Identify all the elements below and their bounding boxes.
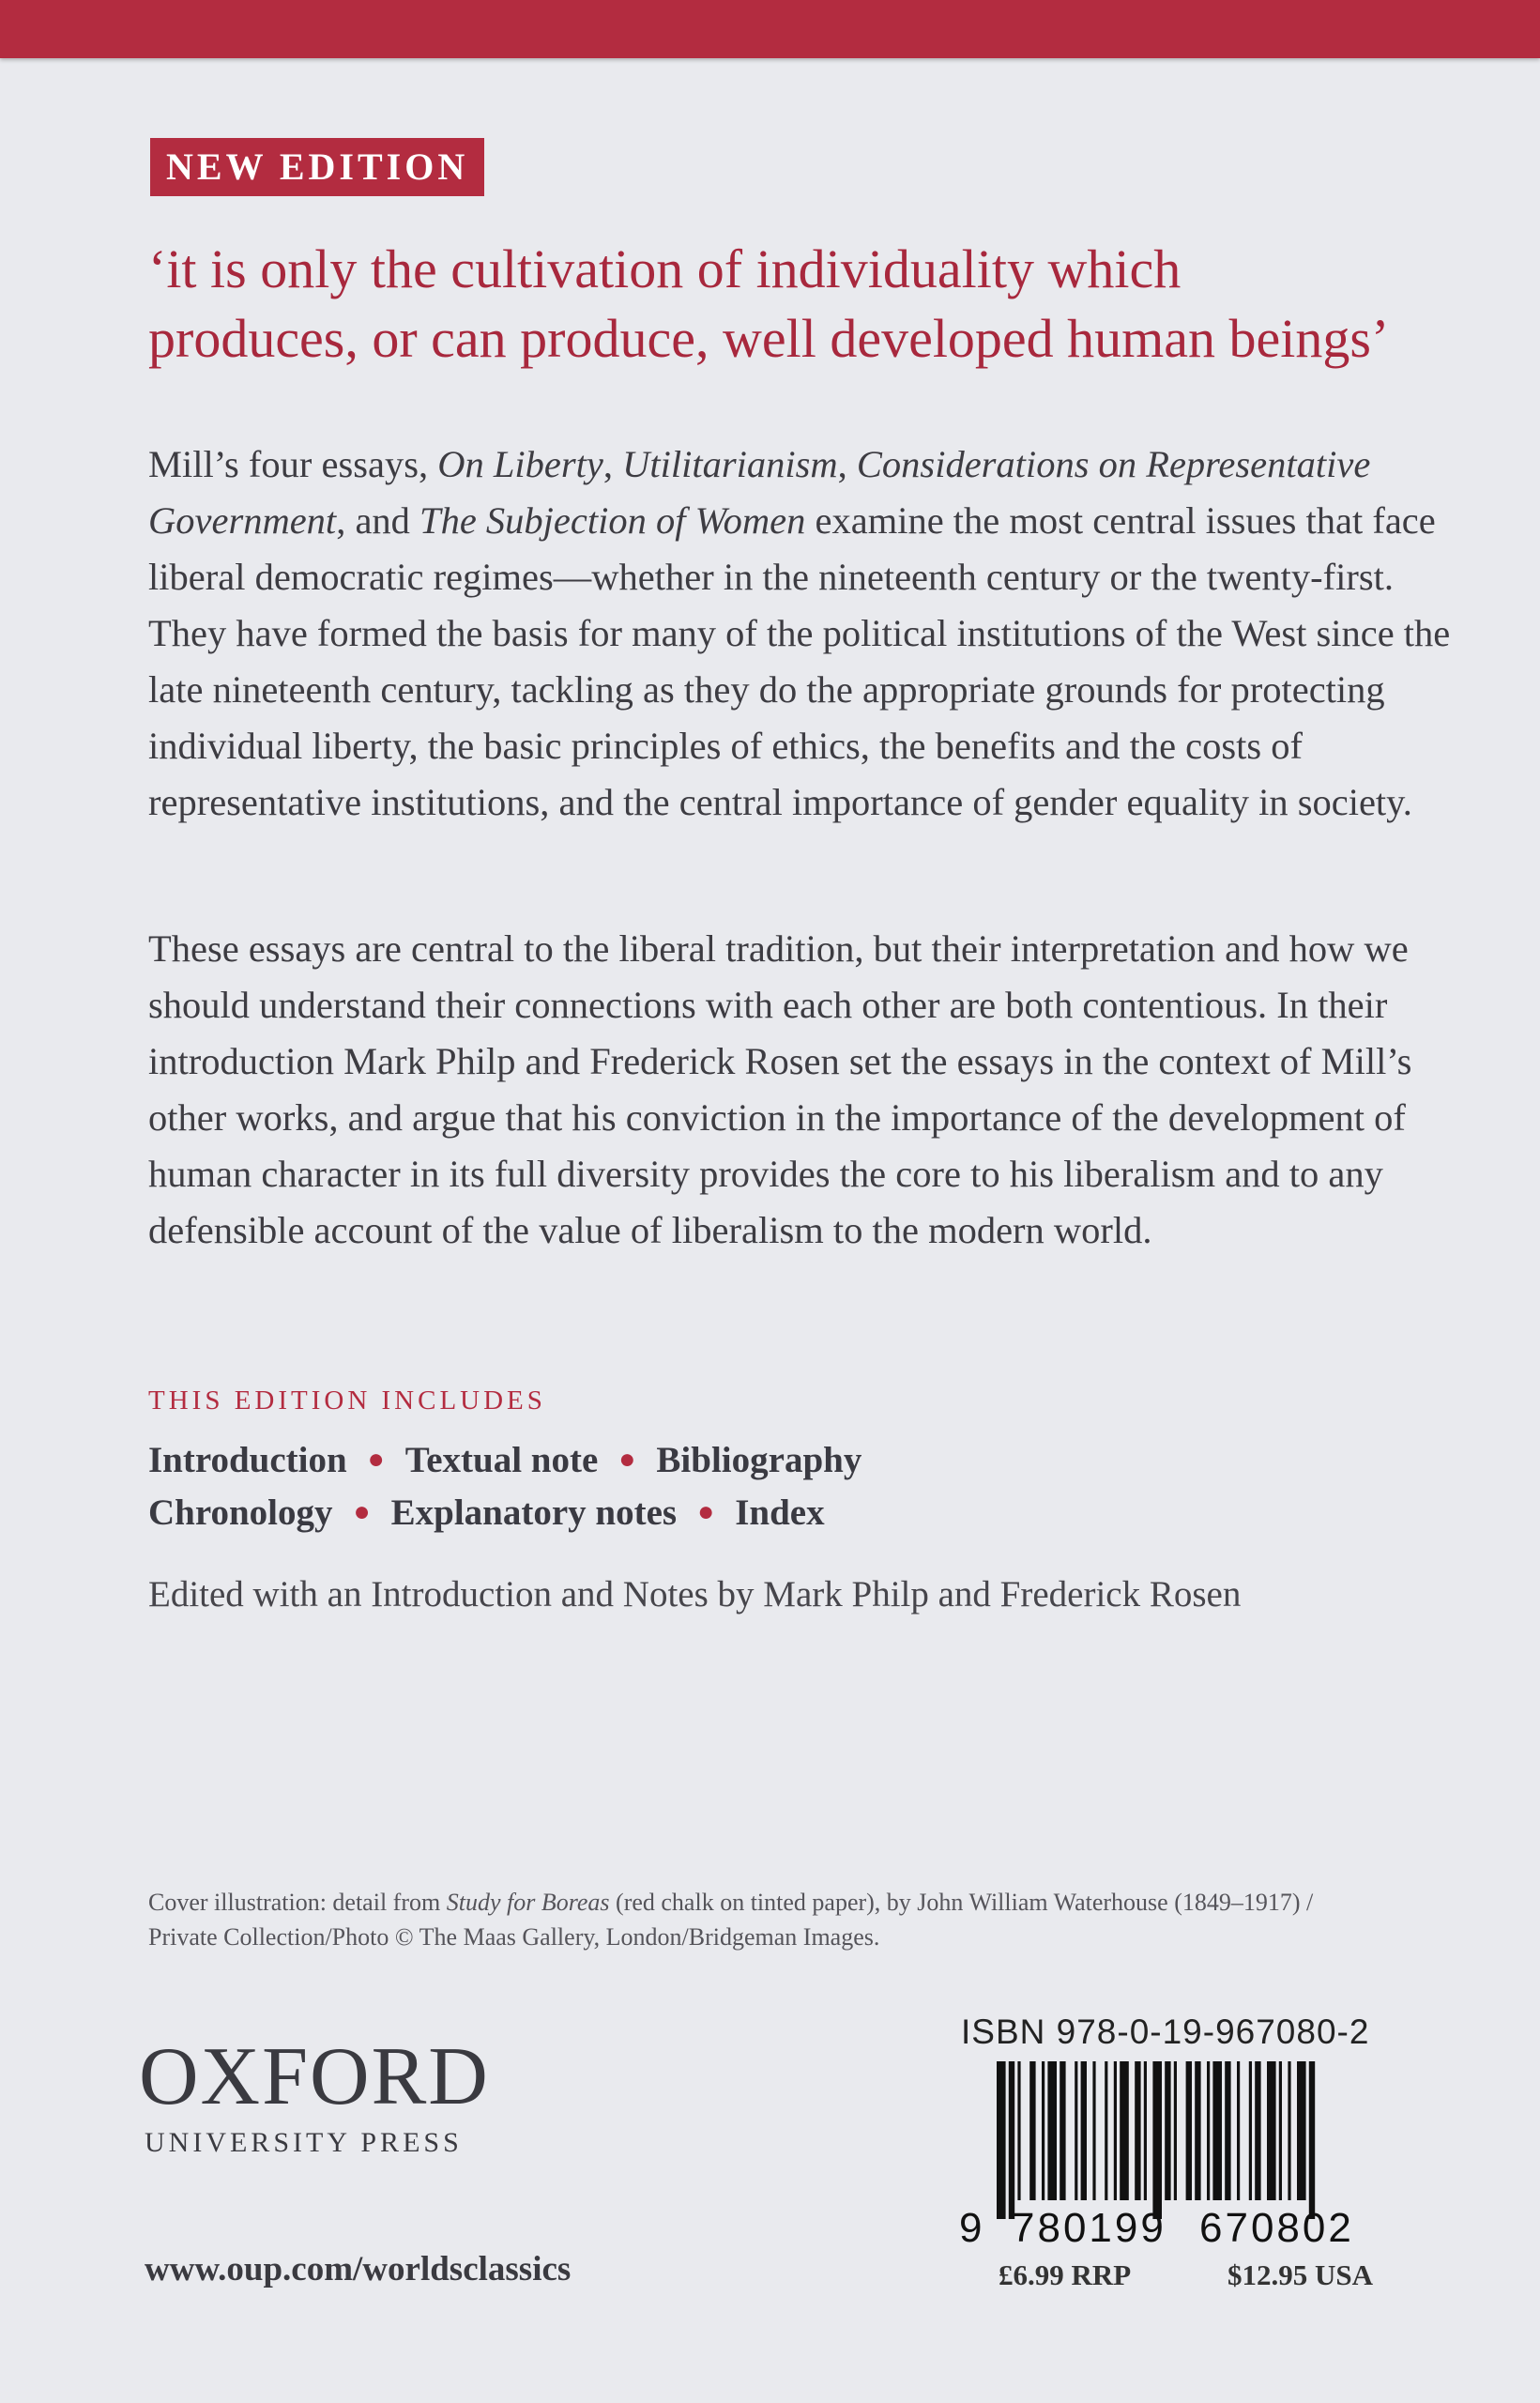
barcode-digit-first: 9 [959, 2205, 983, 2249]
barcode-digits-left: 780199 [1012, 2205, 1166, 2249]
barcode-bar [1135, 2061, 1140, 2200]
barcode-bar [1288, 2061, 1290, 2200]
barcode-bar [1237, 2061, 1240, 2200]
barcode-bar [1092, 2061, 1095, 2200]
price-us: $12.95 USA [1227, 2258, 1374, 2291]
description-paragraph-1 [148, 436, 1462, 831]
cover-illustration-credit [148, 1885, 1368, 1954]
barcode-bar [1060, 2061, 1065, 2200]
includes-item: Textual note [404, 1440, 599, 1480]
new-edition-badge: NEW EDITION [150, 138, 484, 196]
barcode-bar [1267, 2061, 1276, 2200]
editors-line: Edited with an Introduction and Notes by Mark Philp and Frederick Rosen [148, 1574, 1242, 1615]
para1-sep-1: , [602, 443, 623, 485]
includes-item: Bibliography [656, 1440, 862, 1480]
credit-artwork-title: Study for Boreas [446, 1889, 610, 1916]
barcode-bar [1279, 2061, 1282, 2200]
barcode-bar [1249, 2061, 1252, 2200]
pull-quote-line-2: produces, or can produce, well developed human beings’ [148, 308, 1390, 369]
barcode-bar [1075, 2061, 1077, 2200]
para1-sep-3: , and [336, 499, 420, 542]
para1-sep-2: , [837, 443, 857, 485]
isbn-barcode [953, 2061, 1423, 2249]
publisher-logo [139, 2031, 490, 2159]
bullet-icon: ● [618, 1444, 636, 1475]
barcode-bar [1255, 2061, 1260, 2200]
publisher-name: OXFORD [139, 2031, 490, 2122]
title-considerations: Considerations on Representative Government [148, 443, 1371, 542]
isbn-label: ISBN 978-0-19-967080-2 [961, 2013, 1370, 2051]
barcode-bar [1042, 2061, 1044, 2200]
includes-row-1 [148, 1439, 861, 1481]
barcode-bar [1297, 2061, 1306, 2200]
includes-row-2 [148, 1492, 825, 1534]
barcode-bar [1212, 2061, 1222, 2200]
description-paragraph-2: These essays are central to the liberal tradition, but their interpretation and how we should understand their connections with each other are both contentious. In their introduction Mark Philp and Frederick Rosen set the essays in the context of Mill’s other works, and argue that his conviction in the importance of the development of human character in its full diversity provides the core to his liberalism and to any defensible account of the value of liberalism to the modern world. [148, 927, 1412, 1251]
includes-item: Index [735, 1492, 825, 1533]
barcode-bar [1105, 2061, 1107, 2200]
pull-quote [148, 235, 1481, 374]
barcode-bar [1225, 2061, 1230, 2200]
barcode-bar [1081, 2061, 1087, 2200]
barcode-bar [1114, 2061, 1117, 2200]
price-uk: £6.99 RRP [999, 2258, 1132, 2291]
barcode-bar [1174, 2061, 1177, 2200]
barcode-bar [1120, 2061, 1129, 2200]
barcode-bar [1017, 2061, 1020, 2200]
includes-item: Explanatory notes [390, 1492, 678, 1533]
barcode-bar [1165, 2061, 1170, 2200]
barcode-bar [997, 2061, 1006, 2219]
barcode-bar [1186, 2061, 1192, 2200]
publisher-subtitle: UNIVERSITY PRESS [145, 2127, 463, 2158]
para1-text-a: Mill’s four essays, [148, 443, 438, 485]
barcode-bar [1009, 2061, 1014, 2219]
barcode-bar [1207, 2061, 1210, 2200]
bullet-icon: ● [367, 1444, 385, 1475]
series-url: www.oup.com/worldsclassics [145, 2250, 572, 2288]
includes-item: Introduction [148, 1440, 347, 1480]
barcode-bar [1195, 2061, 1200, 2200]
barcode-bar [1309, 2061, 1315, 2219]
bullet-icon: ● [353, 1496, 371, 1527]
pull-quote-line-1: ‘it is only the cultivation of individuality which [148, 238, 1182, 299]
title-utilitarianism: Utilitarianism [622, 443, 838, 485]
barcode-digits-right: 670802 [1199, 2205, 1354, 2249]
title-on-liberty: On Liberty [437, 443, 603, 485]
para1-text-b: examine the most central issues that face liberal democratic regimes—whether in the nineteenth century or the twenty-first. They have formed the basis for many of the political institutions of the West since the late nineteenth century, tackling as they do the appropriate grounds for protecting individual liberty, the basic principles of ethics, the benefits and the costs of representative institutions, and the central importance of gender equality in society. [148, 499, 1451, 823]
barcode-bar [1047, 2061, 1057, 2200]
credit-text-b: (red chalk on tinted paper), by John William Waterhouse (1849–1917) / Private Collection/Photo © The Maas Gallery, London/Bridgeman Images. [148, 1889, 1314, 1951]
bullet-icon: ● [697, 1496, 715, 1527]
barcode-bar [1029, 2061, 1035, 2200]
credit-text-a: Cover illustration: detail from [148, 1889, 447, 1916]
includes-item: Chronology [148, 1492, 333, 1533]
barcode-bar [1144, 2061, 1147, 2200]
barcode-bar [1152, 2061, 1162, 2219]
includes-heading: THIS EDITION INCLUDES [148, 1385, 546, 1416]
title-subjection-of-women: The Subjection of Women [419, 499, 806, 542]
top-color-band [0, 0, 1540, 58]
